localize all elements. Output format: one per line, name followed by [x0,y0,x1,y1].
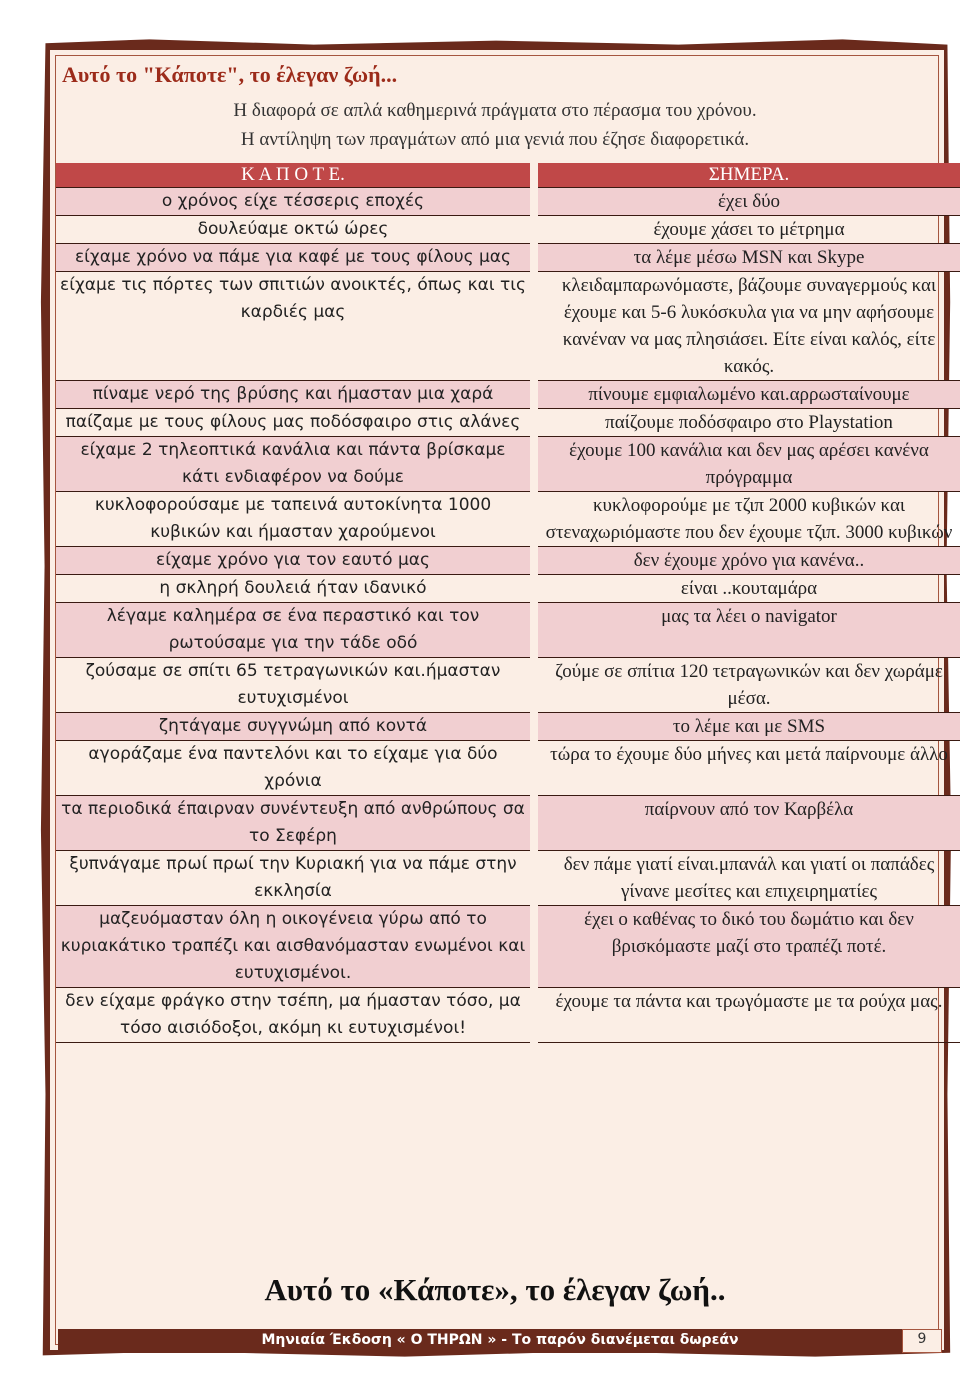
header-now: ΣΗΜΕΡΑ. [538,163,960,188]
then-cell: ξυπνάγαμε πρωί πρωί την Κυριακή για να πάμε στην εκκλησία [56,851,530,906]
table-row [56,492,960,547]
then-cell: είχαμε χρόνο να πάμε για καφέ με τους φίλους μας [56,244,530,272]
table-row [56,188,960,216]
table-row [56,713,960,741]
table-row [56,603,960,658]
table-row [56,244,960,272]
now-cell: ζούμε σε σπίτια 120 τετραγωνικών και δεν χωράμε μέσα. [538,658,960,713]
now-cell: δεν πάμε γιατί είναι.μπανάλ και γιατί οι παπάδες γίνανε μεσίτες και επιχειρηματίες [538,851,960,906]
now-cell: έχουμε 100 κανάλια και δεν μας αρέσει κανένα πρόγραμμα [538,437,960,492]
article-subtitle-1: Η διαφορά σε απλά καθημερινά πράγματα στο πέρασμα του χρόνου. [233,100,757,121]
comparison-table [56,163,960,1043]
then-cell: ο χρόνος είχε τέσσερις εποχές [56,188,530,216]
then-cell: δουλεύαμε οκτώ ώρες [56,216,530,244]
then-cell: η σκληρή δουλειά ήταν ιδανικό [56,575,530,603]
then-cell: παίζαμε με τους φίλους μας ποδόσφαιρο στις αλάνες [56,409,530,437]
table-row [56,437,960,492]
table-row [56,409,960,437]
footer-text: Μηνιαία Έκδοση « Ο ΤΗΡΩΝ » - Το παρόν διανέμεται δωρεάν [261,1332,739,1348]
article-title: Αυτό το "Κάποτε", το έλεγαν ζωή... [62,62,398,87]
table-header-row [56,163,960,188]
now-cell: τα λέμε μέσω MSN και Skype [538,244,960,272]
table-row [56,658,960,713]
now-cell: τώρα το έχουμε δύο μήνες και μετά παίρνουμε άλλο [538,741,960,796]
then-cell: ζητάγαμε συγγνώμη από κοντά [56,713,530,741]
table-row [56,216,960,244]
then-cell: πίναμε νερό της βρύσης και ήμασταν μια χαρά [56,381,530,409]
now-cell: κυκλοφορούμε με τζιπ 2000 κυβικών και στεναχωριόμαστε που δεν έχουμε τζιπ. 3000 κυβικών [538,492,960,547]
closing-title: Αυτό το «Κάποτε», το έλεγαν ζωή.. [264,1272,726,1307]
now-cell: κλειδαμπαρωνόμαστε, βάζουμε συναγερμούς και έχουμε και 5-6 λυκόσκυλα για να μην αφήσουμε κανέναν να μας πλησιάσει. Είτε είναι καλός, είτε κακός. [538,272,960,381]
then-cell: κυκλοφορούσαμε με ταπεινά αυτοκίνητα 1000 κυβικών και ήμασταν χαρούμενοι [56,492,530,547]
then-cell: ζούσαμε σε σπίτι 65 τετραγωνικών και.ήμασταν ευτυχισμένοι [56,658,530,713]
now-cell: έχει δύο [538,188,960,216]
then-cell: είχαμε χρόνο για τον εαυτό μας [56,547,530,575]
now-cell: πίνουμε εμφιαλωμένο και.αρρωσταίνουμε [538,381,960,409]
then-cell: τα περιοδικά έπαιρναν συνέντευξη από ανθρώπους σα το Σεφέρη [56,796,530,851]
now-cell: έχουμε τα πάντα και τρωγόμαστε με τα ρούχα μας. [538,988,960,1043]
then-cell: μαζευόμασταν όλη η οικογένεια γύρω από το κυριακάτικο τραπέζι και αισθανόμασταν ενωμένοι και ευτυχισμένοι. [56,906,530,988]
now-cell: το λέμε και με SMS [538,713,960,741]
now-cell: παίρνουν από τον Καρβέλα [538,796,960,851]
then-cell: είχαμε 2 τηλεοπτικά κανάλια και πάντα βρίσκαμε κάτι ενδιαφέρον να δούμε [56,437,530,492]
table-row [56,796,960,851]
table-row [56,547,960,575]
now-cell: είναι ..κουταμάρα [538,575,960,603]
page-number: 9 [917,1331,927,1347]
table-row [56,575,960,603]
then-cell: αγοράζαμε ένα παντελόνι και το είχαμε για δύο χρόνια [56,741,530,796]
table-row [56,381,960,409]
table-row [56,988,960,1043]
now-cell: έχουμε χάσει το μέτρημα [538,216,960,244]
now-cell: παίζουμε ποδόσφαιρο στο Playstation [538,409,960,437]
now-cell: δεν έχουμε χρόνο για κανένα.. [538,547,960,575]
now-cell: μας τα λέει ο navigator [538,603,960,658]
header-then: Κ Α Π Ο Τ Ε. [56,163,530,188]
then-cell: είχαμε τις πόρτες των σπιτιών ανοικτές, όπως και τις καρδιές μας [56,272,530,381]
table-row [56,741,960,796]
table-row [56,851,960,906]
article-subtitle-2: Η αντίληψη των πραγμάτων από μια γενιά που έζησε διαφορετικά. [240,129,750,150]
then-cell: λέγαμε καλημέρα σε ένα περαστικό και τον ρωτούσαμε για την τάδε οδό [56,603,530,658]
now-cell: έχει ο καθένας το δικό του δωμάτιο και δεν βρισκόμαστε μαζί στο τραπέζι ποτέ. [538,906,960,988]
table-row [56,906,960,988]
then-cell: δεν είχαμε φράγκο στην τσέπη, μα ήμασταν τόσο, μα τόσο αισιόδοξοι, ακόμη κι ευτυχισμένοι! [56,988,530,1043]
table-row [56,272,960,381]
